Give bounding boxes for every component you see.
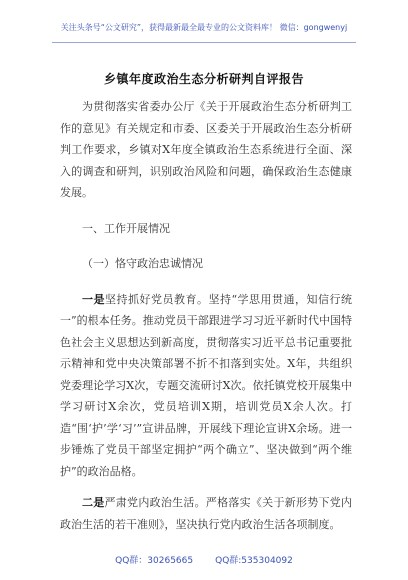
footer-contact: [0, 553, 408, 566]
intro-paragraph: 为贯彻落实省委办公厅《关于开展政治生态分析研判工作的意见》有关规定和市委、区委关于开展政治生态分析研判工作要求，乡镇对X年度全镇政治生态系统进行全面、深入的调查和研判，识别政治风险和问题，确保政治生态健康发展。: [60, 100, 352, 199]
footer-qq-group-2: QQ群:535304092: [215, 556, 293, 566]
subsection-heading: （一）恪守政治忠诚情况: [82, 257, 203, 270]
paragraph-one: [60, 289, 352, 483]
paragraph-two: [60, 492, 352, 535]
section-heading: 一、工作开展情况: [82, 221, 170, 235]
document-body: [60, 96, 352, 535]
paragraph-two-lead: 二是: [82, 496, 105, 509]
header-promo-note: 关注头条号“公文研究”，获得最新最全最专业的公文资料库！ 微信：gongwenyj: [60, 23, 348, 32]
paragraph-one-text: 坚持抓好党员教育。坚持“学思用贯通，知信行统一”的根本任务。推动党员干部跟进学习习近平新时代中国特色社会主义思想达到新高度，贯彻落实习近平总书记重要批示精神和党中央决策部署不折不扣落到实处。X年，共组织党委理论学习X次，专题交流研讨X次。依托镇党校开展集中学习研讨X余次，党员培训X期，培训党员X余人次。打造“围‘护’学‘习’”宣讲品牌，开展线下理论宣讲X余场。进一步锤炼了党员干部坚定拥护“两个确立”、坚决做到“两个维护”的政治品格。: [60, 292, 353, 478]
header-divider: [52, 42, 356, 43]
paragraph-one-lead: 一是: [82, 292, 105, 306]
document-title: 乡镇年度政治生态分析研判自评报告: [103, 72, 304, 86]
footer-qq-group-1: QQ群：30265665: [115, 556, 194, 566]
paragraph-two-text: 严肃党内政治生活。严格落实《关于新形势下党内政治生活的若干准则》，坚决执行党内政治生活各项制度。: [60, 496, 353, 531]
